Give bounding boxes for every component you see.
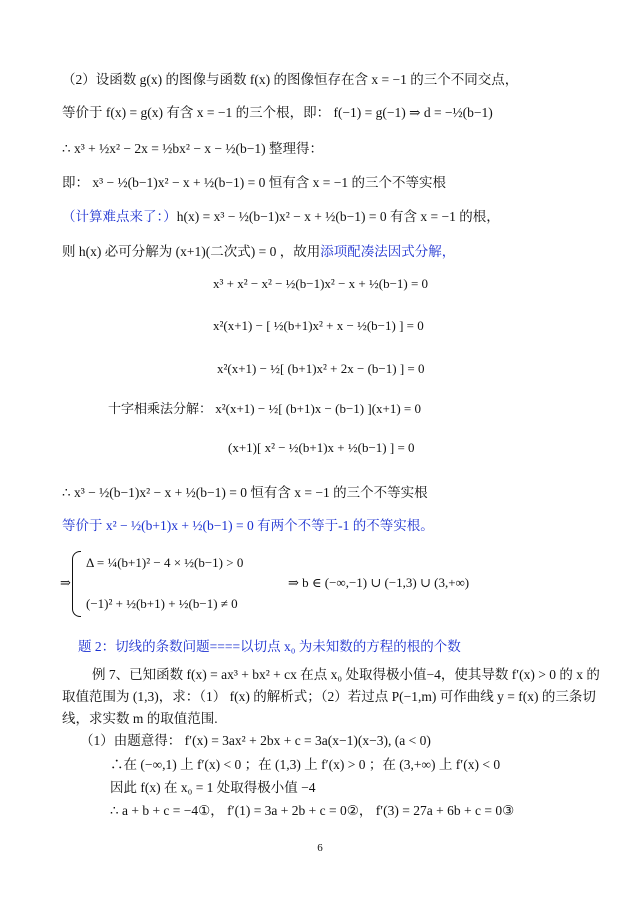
text-line: 因此 f(x) 在 x₀ = 1 处取得极小值 −4 (110, 780, 316, 795)
text-line: ∴在 (−∞,1) 上 f′(x) < 0 ；在 (1,3) 上 f′(x) > 0 ；在 (3,+∞) 上 f′(x) < 0 (110, 757, 501, 772)
section-heading: 题 2：切线的条数问题====以切点 x₀ 为未知数的方程的根的个数 (78, 639, 461, 654)
equation: (x+1)[ x² − ½(b+1)x + ½(b−1) ] = 0 (228, 440, 415, 455)
text-line: 即： x³ − ½(b−1)x² − x + ½(b−1) = 0 恒有含 x = −1 的三个不等实根 (62, 175, 446, 190)
equation: (−1)² + ½(b+1) + ½(b−1) ≠ 0 (86, 596, 238, 611)
page-number: 6 (317, 842, 323, 854)
text-line: 线，求实数 m 的取值范围. (62, 711, 218, 726)
text-line-rest: 则 h(x) 必可分解为 (x+1)(二次式) = 0 ，故用 (62, 244, 321, 259)
text-line: 例 7、已知函数 f(x) = ax³ + bx² + cx 在点 x₀ 处取得极小值−4，使其导数 f′(x) > 0 的 x 的 (92, 667, 600, 682)
equation: x²(x+1) − [ ½(b+1)x² + x − ½(b−1) ] = 0 (213, 318, 424, 333)
equation: x²(x+1) − ½[ (b+1)x² + 2x − (b−1) ] = 0 (217, 361, 425, 376)
text-line: ∴ x³ − ½(b−1)x² − x + ½(b−1) = 0 恒有含 x = −1 的三个不等实根 (62, 485, 428, 500)
text-line: （1）由题意得： f′(x) = 3ax² + 2bx + c = 3a(x−1)(x−3), (a < 0) (80, 733, 431, 748)
equation: 十字相乘法分解： x²(x+1) − ½[ (b+1)x − (b−1) ](x+1) = 0 (108, 401, 422, 416)
text-line: ∴ x³ + ½x² − 2x = ½bx² − x − ½(b−1) 整理得： (62, 141, 324, 156)
text-line-highlight: （计算难点来了：） (62, 209, 177, 224)
text-line: ∴ a + b + c = −4①， f′(1) = 3a + 2b + c = 0②， f′(3) = 27a + 6b + c = 0③ (110, 803, 515, 818)
text-line: （2）设函数 g(x) 的图像与函数 f(x) 的图像恒存在含 x = −1 的三个不同交点， (62, 72, 519, 87)
implies-symbol: ⇒ (60, 575, 71, 590)
equation: Δ = ¼(b+1)² − 4 × ½(b−1) > 0 (86, 555, 244, 570)
text-line (62, 208, 500, 226)
text-line: 等价于 x² − ½(b+1)x + ½(b−1) = 0 有两个不等于-1 的不等实根。 (62, 518, 434, 533)
system-brace (72, 551, 81, 617)
text-line (62, 243, 455, 261)
equation: x³ + x² − x² − ½(b−1)x² − x + ½(b−1) = 0 (213, 276, 429, 291)
text-line: 取值范围为 (1,3)，求：（1） f(x) 的解析式；（2）若过点 P(−1,m) 可作曲线 y = f(x) 的三条切 (62, 689, 596, 704)
equation: ⇒ b ∈ (−∞,−1) ∪ (−1,3) ∪ (3,+∞) (288, 575, 470, 590)
text-line-rest: h(x) = x³ − ½(b−1)x² − x + ½(b−1) = 0 有含 x = −1 的根， (176, 209, 500, 224)
text-line: 等价于 f(x) = g(x) 有含 x = −1 的三个根，即： f(−1) = g(−1) ⇒ d = −½(b−1) (62, 105, 493, 120)
text-line-highlight: 添项配凑法因式分解， (320, 244, 456, 259)
